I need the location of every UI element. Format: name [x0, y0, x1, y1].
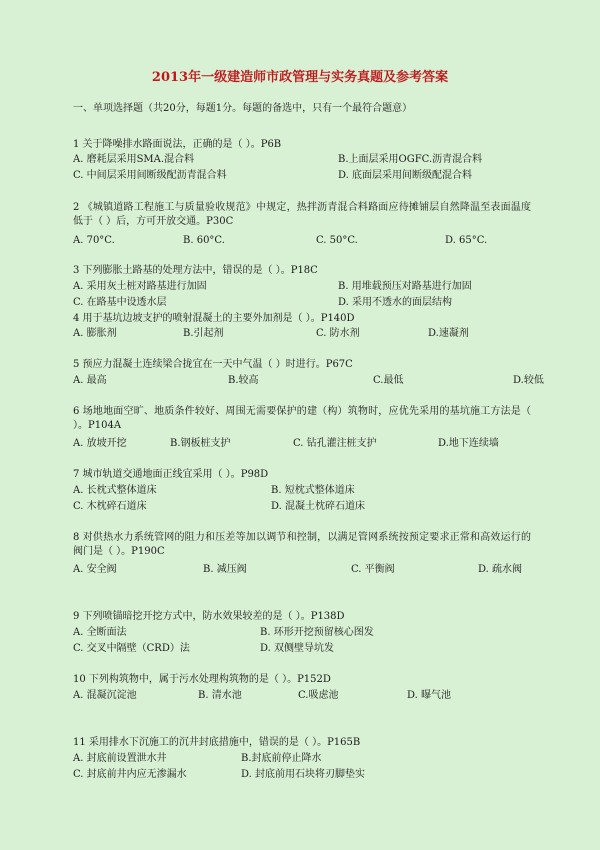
question-7-option-a: A. 长枕式整体道床: [73, 485, 157, 496]
question-9-option-c: C. 交叉中隔壁（CRD）法: [73, 643, 190, 654]
question-8-stem: 8 对供热水力系统管网的阻力和压差等加以调节和控制，以满足管网系统按预定要求正常和高效运行的阀门是（ ）。P190C: [73, 532, 531, 557]
question-11-option-d: D. 封底前用石块将刃脚垫实: [241, 769, 366, 780]
question-5-option-c: C.最低: [373, 375, 404, 386]
question-5-stem: 5 预应力混凝土连续梁合拢宜在一天中气温（ ）时进行。P67C: [73, 359, 353, 370]
question-8-option-c: C. 平衡阀: [351, 564, 395, 575]
question-7-option-b: B. 短枕式整体道床: [271, 485, 355, 496]
question-4-option-c: C. 防水剂: [316, 328, 360, 339]
section-heading: 一、单项选择题（共20分，每题1分。每题的备选中，只有一个最符合题意）: [73, 103, 413, 114]
question-9-option-a: A. 全断面法: [73, 627, 127, 638]
question-10-option-a: A. 混凝沉淀池: [73, 690, 137, 701]
question-8-option-d: D. 疏水阀: [478, 564, 523, 575]
question-9-option-b: B. 环形开挖预留核心图发: [260, 627, 374, 638]
question-3-option-d: D. 采用不透水的面层结构: [338, 297, 453, 308]
document-title: 2013年一级建造师市政管理与实务真题及参考答案: [151, 70, 449, 85]
question-7-option-c: C. 木枕碎石道床: [73, 501, 147, 512]
question-11-option-b: B.封底前停止降水: [241, 753, 322, 764]
question-10-option-d: D. 曝气池: [407, 690, 452, 701]
question-1-option-c: C. 中间层采用间断级配沥青混合料: [73, 170, 227, 181]
question-5-option-b: B.较高: [228, 375, 259, 386]
question-3-stem: 3 下列膨胀土路基的处理方法中，错误的是（ ）。P18C: [73, 265, 318, 276]
question-6-option-b: B.钢板桩支护: [170, 438, 231, 449]
question-3-option-b: B. 用堆载预压对路基进行加固: [338, 281, 472, 292]
question-9-stem: 9 下列喷锚暗挖开挖方式中，防水效果较差的是（ ）。P138D: [73, 611, 345, 622]
question-6-stem: 6 场地地面空旷、地质条件较好、周围无需要保护的建（构）筑物时，应优先采用的基坑施工方法是（ ）。P104A: [73, 406, 531, 431]
question-7-option-d: D. 混凝土枕碎石道床: [271, 501, 366, 512]
question-1-option-a: A. 磨耗层采用SMA.混合料: [73, 154, 195, 165]
question-6-option-a: A. 放坡开挖: [73, 438, 127, 449]
question-6-option-c: C. 钻孔灌注桩支护: [293, 438, 377, 449]
question-4-option-d: D.速凝剂: [428, 328, 469, 339]
question-2-option-c: C. 50°C.: [316, 235, 358, 246]
question-11-option-a: A. 封底前设置泄水井: [73, 753, 167, 764]
question-1-stem: 1 关于降噪排水路面说法，正确的是（ ）。P6B: [73, 139, 282, 150]
question-7-stem: 7 城市轨道交通地面正线宜采用（ ）。P98D: [73, 469, 269, 480]
question-4-stem: 4 用于基坑边坡支护的喷射混凝土的主要外加剂是（ ）。P140D: [73, 313, 355, 324]
question-2-stem: 2 《城镇道路工程施工与质量验收规范》中规定，热拌沥青混合料路面应待摊铺层自然降温至表面温度低于（ ）后，方可开放交通。P30C: [73, 202, 531, 227]
question-4-option-a: A. 膨胀剂: [73, 328, 117, 339]
question-9-option-d: D. 双侧壁导坑发: [260, 643, 335, 654]
question-8-option-b: B. 减压阀: [203, 564, 247, 575]
question-3-option-a: A. 采用灰土桩对路基进行加固: [73, 281, 207, 292]
question-2-option-d: D. 65°C.: [445, 235, 488, 246]
question-5-option-d: D.较低: [513, 375, 544, 386]
question-2-option-b: B. 60°C.: [183, 235, 225, 246]
question-1-option-b: B.上面层采用OGFC.沥青混合料: [338, 154, 483, 165]
question-10-option-b: B. 清水池: [198, 690, 242, 701]
question-8-option-a: A. 安全阀: [73, 564, 117, 575]
question-4-option-b: B.引起剂: [183, 328, 224, 339]
question-6-option-d: D.地下连续墙: [438, 438, 499, 449]
question-2-option-a: A. 70°C.: [73, 235, 115, 246]
question-3-option-c: C. 在路基中设透水层: [73, 297, 167, 308]
question-11-stem: 11 采用排水下沉施工的沉井封底措施中，错误的是（ ）。P165B: [73, 737, 361, 748]
question-1-option-d: D. 底面层采用间断级配混合料: [338, 170, 473, 181]
question-11-option-c: C. 封底前井内应无渗漏水: [73, 769, 187, 780]
question-5-option-a: A. 最高: [73, 375, 107, 386]
question-10-option-c: C.吸虑池: [298, 690, 339, 701]
question-10-stem: 10 下列构筑物中，属于污水处理构筑物的是（ ）。P152D: [73, 674, 331, 685]
